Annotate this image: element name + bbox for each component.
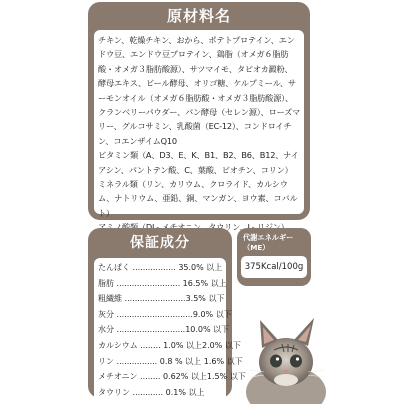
- guarantee-row: リン ................ 0.8 % 以上 1.6% 以下: [98, 356, 243, 366]
- guarantee-body: [94, 258, 246, 398]
- guarantee-row: 水分 ...........................10.0% 以下: [98, 325, 230, 335]
- guarantee-row: カルシウム ........ 1.0% 以上2.0% 以下: [98, 340, 241, 350]
- kitten-illustration: [244, 300, 334, 400]
- energy-panel: [237, 228, 311, 286]
- ingredients-minerals: ミネラル類（リン、カリウム、クロライド、カルシウム、ナトリウム、亜鉛、銅、マンガン、ヨウ素、コバルト）: [98, 179, 298, 218]
- energy-title: 代謝エネルギー（ME）: [243, 233, 294, 252]
- energy-body: [241, 256, 307, 278]
- guarantee-panel: [88, 228, 246, 398]
- energy-value: 375Kcal/100g: [244, 262, 304, 272]
- guarantee-row: メチオニン ........ 0.62% 以上1.5% 以下: [98, 372, 246, 382]
- ingredients-text: チキン、乾燥チキン、おから、ポテトプロテイン、エンドウ豆、エンドウ豆プロテイン、鶏脂（オメガ６脂肪酸・オメガ３脂肪酸源）、サツマイモ、タピオカ澱粉、酵母エキス、ビール酵母、オリゴ糖、ケルプミール、サーモンオイル（オメガ６脂肪酸・オメガ３脂肪酸源）、クランベリーパウダー、パン酵母（セレン源）、ローズマリー、グルコサミン、乳酸菌（EC-12）、コンドロイチン、コエンザイムQ10: [98, 35, 300, 146]
- guarantee-row: たんぱく ................. 35.0% 以上: [98, 263, 223, 272]
- guarantee-row: 灰分 ..............................9.0% 以下: [98, 309, 232, 319]
- guarantee-row: 脂肪 ......................... 16.5% 以上: [98, 278, 227, 288]
- ingredients-body: [94, 30, 304, 218]
- guarantee-title: 保証成分: [130, 235, 190, 251]
- guarantee-row: 粗繊維 ........................3.5% 以下: [98, 294, 225, 304]
- ingredients-title: 原材料名: [166, 7, 231, 25]
- kitten-photo: [244, 300, 334, 400]
- guarantee-row: タウリン ............ 0.1% 以上: [98, 387, 205, 397]
- ingredients-panel: [88, 2, 310, 220]
- ingredients-vitamins: ビタミン類（A、D3、E、K、B1、B2、B6、B12、ナイアシン、パントテン酸、C、葉酸、ビオチン、コリン）: [98, 150, 299, 175]
